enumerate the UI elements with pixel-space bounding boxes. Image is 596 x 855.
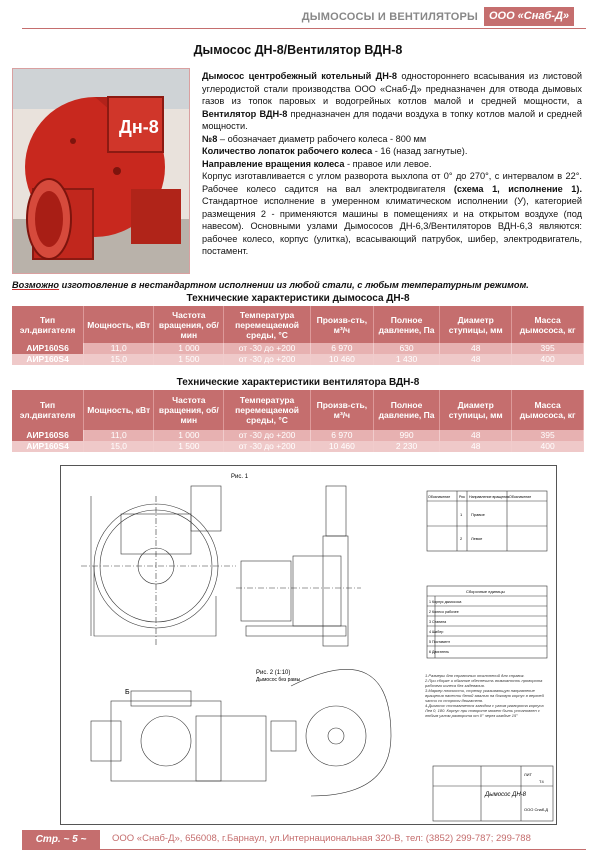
drawing-note: 3.Маркер плоскости, стрелку указывающую направление вращения нанести белой эмалью на боковую корпус в верхней части со стороны двигателя. — [425, 688, 544, 703]
note-word: Возможно — [12, 280, 60, 290]
col-header: Полное давление, Па — [373, 390, 439, 430]
table-cell: 11,0 — [84, 343, 154, 354]
table-cell: АИР160S6 — [12, 343, 84, 354]
table-cell: 48 — [440, 441, 512, 452]
col-header: Мощность, кВт — [84, 390, 154, 430]
col-header: Произв-сть, м³/ч — [310, 390, 373, 430]
custom-options-note — [12, 279, 584, 291]
table-row — [12, 354, 584, 365]
table-cell: от -30 до +200 — [224, 343, 311, 354]
col-header: Диаметр ступицы, мм — [440, 306, 512, 343]
drawing-note: 1.Размеры для справочных отклонений для справок. — [425, 673, 525, 678]
desc-blades-label: Количество лопаток рабочего колеса — [202, 146, 373, 156]
parts-title: Сборочные единицы — [466, 589, 505, 594]
drawing-note: 2.При сборке и обкатке обеспечить возможность проворота рабочего колеса без задевания. — [425, 678, 543, 688]
col-header: Температура перемещаемой среды, °С — [224, 306, 311, 343]
header-brand: ООО «Снаб-Д» — [484, 7, 574, 26]
table-cell: 15,0 — [84, 354, 154, 365]
header-divider — [22, 28, 586, 29]
desc-text: Корпус изготавливается с углом разворота выхлопа от 0° до 270°, с интервалом в 22°. Рабочее колесо садится на вал электродвигателя — [202, 171, 582, 194]
desc-text: предназначен для подачи воздуха в топку котлов малой и средней мощности. — [202, 108, 582, 131]
table-cell: 10 460 — [310, 354, 373, 365]
table-cell: 1 000 — [154, 343, 224, 354]
rot-table-cell: Левое — [471, 536, 483, 541]
table-cell: 990 — [373, 430, 439, 441]
table-cell: АИР160S6 — [12, 430, 84, 441]
drawing-fig2-label: Рис. 2 (1:10) — [256, 670, 291, 676]
table-row — [12, 430, 584, 441]
table-cell: 1 500 — [154, 354, 224, 365]
drawing-view-b: Б — [125, 689, 130, 696]
desc-text: - 16 (назад загнутые). — [372, 146, 468, 156]
col-header: Диаметр ступицы, мм — [440, 390, 512, 430]
part-item: 1 Корпус дымососа — [429, 600, 462, 604]
table-cell: 48 — [440, 354, 512, 365]
col-header: Частота вращения, об/мин — [154, 390, 224, 430]
table-cell: от -30 до +200 — [224, 354, 311, 365]
col-header: Произв-сть, м³/ч — [310, 306, 373, 343]
desc-rotation-label: Направление вращения колеса — [202, 158, 345, 169]
table-cell: 6 970 — [310, 343, 373, 354]
table-cell: 48 — [440, 430, 512, 441]
desc-text: Стандартное исполнение в умеренном климатическом исполнении (У), категорией размещения 2 - применяются машины в помещениях и на открытом воздухе (под навесом). Основными узлами Дымососов ДН-6,3/Вентиляторов ВДН-6,3 являются: рабочее колесо, корпус (улитка), всасывающий патрубок, шибер, электродвигатель, постамент. — [202, 196, 582, 256]
col-header: Масса дымососа, кг — [512, 390, 584, 430]
col-header: Полное давление, Па — [373, 306, 439, 343]
drawing-notes — [425, 673, 551, 718]
rot-table-header: Обозначение — [428, 495, 451, 499]
desc-scheme: (схема 1, исполнение 1). — [453, 183, 582, 194]
rot-table-header: Рис — [459, 495, 466, 499]
page-title: Дымосос ДН-8/Вентилятор ВДН-8 — [193, 43, 403, 57]
note-text: изготовление в нестандартном исполнении из любой стали, с любым температурным режимом. — [59, 280, 529, 290]
col-header: Тип эл.двигателя — [12, 390, 84, 430]
technical-drawing — [60, 465, 557, 825]
table-cell: АИР160S4 — [12, 354, 84, 365]
footer-contacts: ООО «Снаб-Д», 656008, г.Барнаул, ул.Интернациональная 320-В, тел: (3852) 299-787; 299-788 — [112, 833, 531, 844]
rot-table-cell: 1 — [460, 512, 463, 517]
part-item: 6 Двигатель — [429, 650, 449, 654]
table2-title: Технические характеристики вентилятора ВДН-8 — [176, 377, 420, 388]
drawing-fig1-label: Рис. 1 — [231, 474, 249, 480]
page-number: Стр. ~ 5 ~ — [22, 830, 100, 850]
rot-table-header: Обозначение — [509, 495, 532, 499]
table-cell: 1 430 — [373, 354, 439, 365]
stamp-scale: Т4 — [539, 779, 544, 784]
table-cell: 2 230 — [373, 441, 439, 452]
product-photo — [12, 68, 190, 274]
desc-product-name: Дымосос центробежный котельный ДН-8 — [202, 71, 398, 81]
table-cell: 15,0 — [84, 441, 154, 452]
table-cell: 395 — [512, 343, 584, 354]
table1-title: Технические характеристики дымососа ДН-8 — [186, 293, 410, 304]
col-header: Тип эл.двигателя — [12, 306, 84, 343]
part-item: 4 Шибер — [429, 630, 444, 634]
table-cell: 6 970 — [310, 430, 373, 441]
photo-label: Дн-8 — [119, 117, 159, 137]
stamp-org: ООО Снаб-Д — [524, 807, 549, 812]
table-cell: 395 — [512, 430, 584, 441]
footer-divider — [100, 849, 586, 850]
table-cell: 630 — [373, 343, 439, 354]
page-header — [0, 0, 596, 32]
col-header: Температура перемещаемой среды, °С — [224, 390, 311, 430]
table-cell: АИР160S4 — [12, 441, 84, 452]
desc-text: - правое или левое. — [344, 158, 432, 169]
drawing-fig2-sub: Дымосос без рамы — [256, 677, 301, 683]
desc-text: одностороннего всасывания из листовой углеродистой стали производства ООО «Снаб-Д» предназначен для отвода дымовых газов из топок паровых и водогрейных котлов малой и средней мощности, а — [202, 71, 582, 106]
page-footer — [0, 826, 596, 855]
header-section: ДЫМОСОСЫ И ВЕНТИЛЯТОРЫ — [301, 11, 478, 23]
part-item: 5 Постамент — [429, 640, 451, 644]
rot-table-header: Направление вращения — [469, 495, 510, 499]
product-description — [202, 70, 582, 258]
part-item: 2 Колесо рабочее — [429, 610, 459, 614]
stamp-title: Дымосос ДН-8 — [485, 792, 526, 798]
col-header: Частота вращения, об/мин — [154, 306, 224, 343]
table-row — [12, 441, 584, 452]
spec-table-smoke-exhauster — [12, 306, 584, 365]
table-cell: 1 000 — [154, 430, 224, 441]
table-cell: от -30 до +200 — [224, 430, 311, 441]
table-cell: от -30 до +200 — [224, 441, 311, 452]
spec-table-fan — [12, 390, 584, 452]
table-cell: 400 — [512, 441, 584, 452]
desc-text: – обозначает диаметр рабочего колеса - 800 мм — [217, 133, 427, 144]
stamp-lit: ЛИТ — [524, 772, 532, 777]
table-cell: 48 — [440, 343, 512, 354]
drawing-note: 4.Дымосос поставляется заводом с углом разворота корпуса Лев 0, 180. Корпус при повороте может быть установлен с любым углом разворота от 0° через каждые 15° — [425, 703, 544, 718]
part-item: 3 Станина — [429, 620, 447, 624]
table-cell: 11,0 — [84, 430, 154, 441]
desc-size-label: №8 — [202, 133, 218, 144]
desc-fan-name: Вентилятор ВДН-8 — [202, 108, 288, 119]
rot-table-cell: 2 — [460, 536, 463, 541]
rot-table-cell: Правое — [471, 512, 485, 517]
col-header: Масса дымососа, кг — [512, 306, 584, 343]
table-cell: 1 500 — [154, 441, 224, 452]
table-cell: 10 460 — [310, 441, 373, 452]
table-row — [12, 343, 584, 354]
table-cell: 400 — [512, 354, 584, 365]
col-header: Мощность, кВт — [84, 306, 154, 343]
